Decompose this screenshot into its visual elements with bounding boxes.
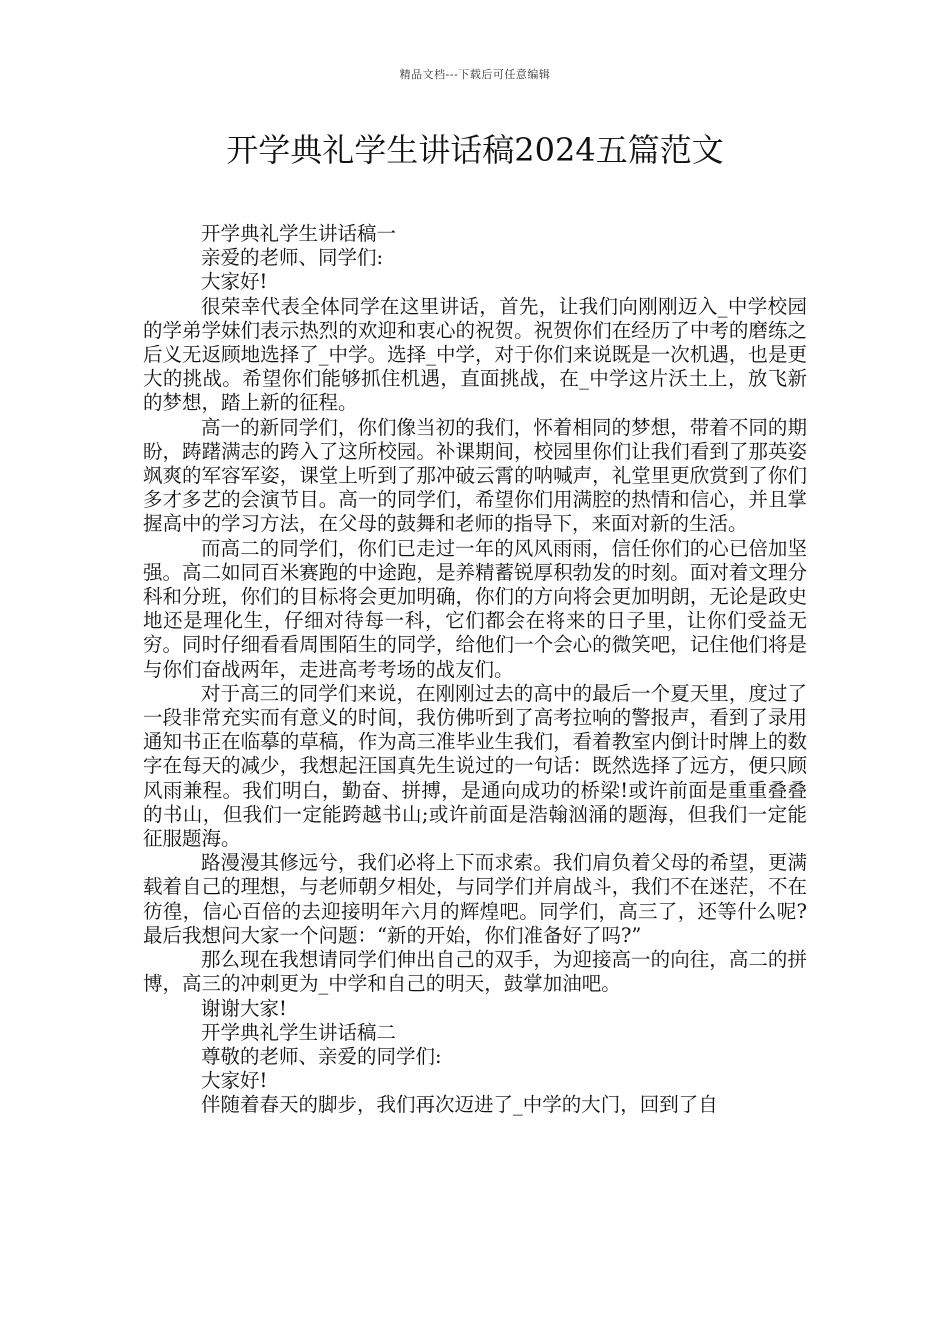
document-title: 开学典礼学生讲话稿2024五篇范文: [226, 131, 724, 169]
section-heading: 开学典礼学生讲话稿一: [201, 222, 397, 245]
salutation: 尊敬的老师、亲爱的同学们:: [201, 1044, 442, 1068]
paragraph: 而高二的同学们，你们已走过一年的风风雨雨，信任你们的心已倍加坚强。高二如同百米赛跑的中途跑，是养精蓄锐厚积勃发的时刻。面对着文理分科和分班，你们的目标将会更加明确，你们的方向将会更加明朗，无论是政史地还是理化生，仔细对待每一科，它们都会在将来的日子里，让你们受益无穷。同时仔细看看周围陌生的同学，给他们一个会心的微笑吧，记住他们将是与你们奋战两年，走进高考考场的战友们。: [143, 536, 807, 681]
salutation: 亲爱的老师、同学们:: [201, 246, 384, 270]
closing: 谢谢大家!: [201, 996, 287, 1020]
paragraph: 伴随着春天的脚步，我们再次迈进了_中学的大门，回到了自: [201, 1093, 718, 1117]
paragraph: 很荣幸代表全体同学在这里讲话，首先，让我们向刚刚迈入_中学校园的学弟学妹们表示热烈的欢迎和衷心的祝贺。祝贺你们在经历了中考的磨练之后义无返顾地选择了_中学。选择_中学，对于你们来说既是一次机遇，也是更大的挑战。希望你们能够抓住机遇，直面挑战，在_中学这片沃土上，放飞新的梦想，踏上新的征程。: [143, 294, 807, 415]
section-heading: 开学典礼学生讲话稿二: [201, 1020, 397, 1044]
paragraph: 对于高三的同学们来说，在刚刚过去的高中的最后一个夏天里，度过了一段非常充实而有意义的时间，我仿佛听到了高考拉响的警报声，看到了录用通知书正在临摹的草稿，作为高三准毕业生我们，看着教室内倒计时牌上的数字在每天的减少，我想起汪国真先生说过的一句话：既然选择了远方，便只顾风雨兼程。我们明白，勤奋、拼搏，是通向成功的桥梁!或许前面是重重叠叠的书山，但我们一定能跨越书山;或许前面是浩翰汹涌的题海，但我们一定能征服题海。: [143, 681, 807, 851]
greeting: 大家好!: [201, 1069, 268, 1093]
paragraph: 高一的新同学们，你们像当初的我们，怀着相同的梦想，带着不同的期盼，踌躇满志的跨入了这所校园。补课期间，校园里你们让我们看到了那英姿飒爽的军容军姿，课堂上听到了那冲破云霄的呐喊声，礼堂里更欣赏到了你们多才多艺的会演节目。高一的同学们，希望你们用满腔的热情和信心，并且掌握高中的学习方法，在父母的鼓舞和老师的指导下，来面对新的生活。: [143, 415, 807, 536]
document-body: [143, 222, 807, 1118]
paragraph: 那么现在我想请同学们伸出自己的双手，为迎接高一的向往，高二的拼博，高三的冲刺更为_中学和自己的明天，鼓掌加油吧。: [143, 948, 807, 996]
greeting: 大家好!: [201, 270, 268, 294]
paragraph: 路漫漫其修远兮，我们必将上下而求索。我们肩负着父母的希望，更满载着自己的理想，与老师朝夕相处，与同学们并肩战斗，我们不在迷茫，不在彷徨，信心百倍的去迎接明年六月的辉煌吧。同学们，高三了，还等什么呢?最后我想问大家一个问题：“新的开始，你们准备好了吗?”: [143, 851, 807, 947]
header-note: 精品文档---下载后可任意编辑: [399, 68, 551, 81]
